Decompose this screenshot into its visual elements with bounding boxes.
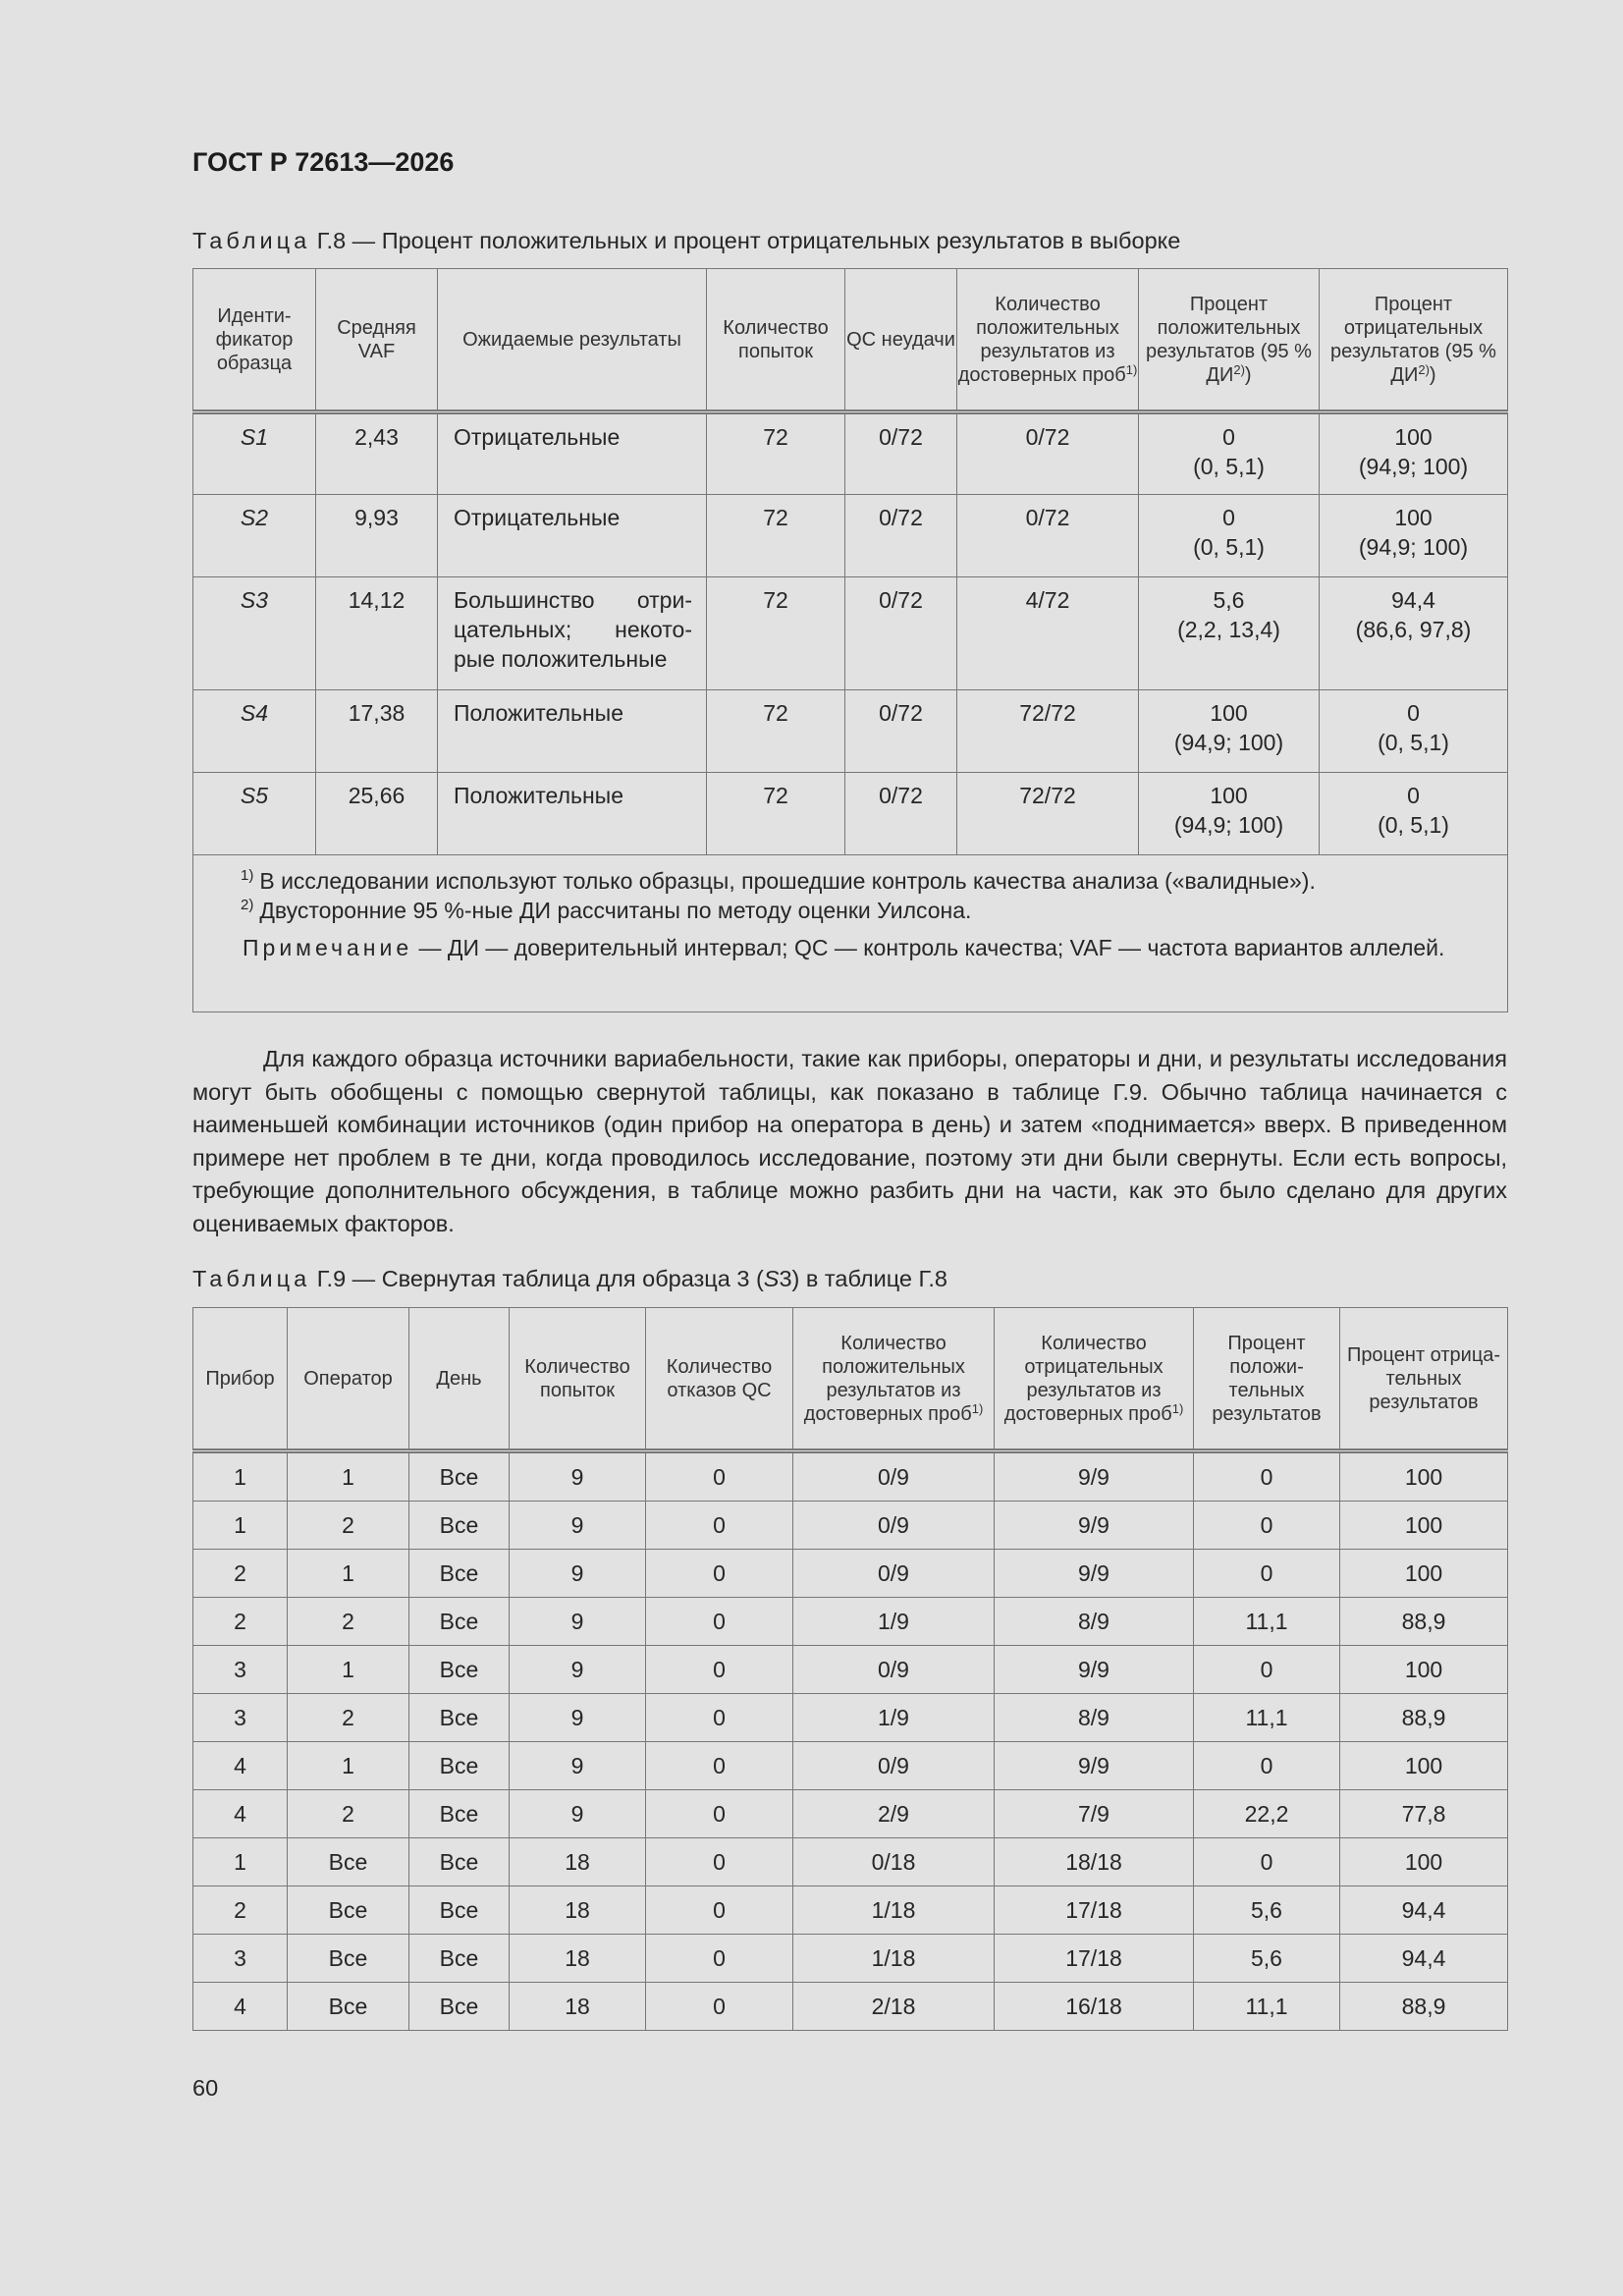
cell-vaf: 9,93 (316, 495, 438, 577)
cell-positive-pct: 11,1 (1194, 1694, 1340, 1742)
page-number: 60 (192, 2075, 219, 2101)
cell-day: Все (409, 1742, 510, 1790)
cell-qc-fail: 0 (646, 1502, 793, 1550)
pct-value: 94,4 (1391, 587, 1435, 613)
cell-qc: 0/72 (845, 690, 957, 773)
cell-qc-fail: 0 (646, 1790, 793, 1838)
ci-value: (0, 5,1) (1193, 534, 1265, 560)
cell-negative-pct: 100 (1340, 1838, 1508, 1886)
caption-word: Таблица (192, 228, 311, 253)
ci-value: (94,9; 100) (1358, 454, 1469, 479)
cell-qc-fail: 0 (646, 1886, 793, 1935)
cell-qc-fail: 0 (646, 1598, 793, 1646)
cell-id (193, 495, 316, 577)
col-header-day: День (409, 1308, 510, 1451)
cell-negative: 9/9 (995, 1502, 1194, 1550)
footnotes (193, 855, 1508, 1012)
cell-expected: Положительные (438, 773, 707, 855)
table-row (193, 1742, 1508, 1790)
cell-id (193, 690, 316, 773)
cell-expected: Отрицательные (438, 495, 707, 577)
cell-attempts: 9 (510, 1790, 646, 1838)
cell-positive-pct (1139, 495, 1320, 577)
pct-value: 0 (1222, 505, 1235, 530)
table-row (193, 1598, 1508, 1646)
cell-negative-pct: 88,9 (1340, 1694, 1508, 1742)
cell-negative-pct (1320, 577, 1508, 690)
table-row (193, 1694, 1508, 1742)
sample-id: S2 (240, 505, 269, 530)
cell-negative: 17/18 (995, 1935, 1194, 1983)
cell-operator: 1 (288, 1742, 409, 1790)
cell-negative: 8/9 (995, 1694, 1194, 1742)
col-header-positive-count: Количество положительных результатов из достоверных проб$^{1)}$ (793, 1308, 995, 1451)
cell-positive-pct: 0 (1194, 1550, 1340, 1598)
cell-qc-fail: 0 (646, 1983, 793, 2031)
table-row (193, 1935, 1508, 1983)
pct-value: 0 (1407, 700, 1420, 726)
ci-value: (94,9; 100) (1358, 534, 1469, 560)
cell-device: 4 (193, 1742, 288, 1790)
cell-positive-pct: 0 (1194, 1646, 1340, 1694)
table-row (193, 690, 1508, 773)
cell-negative: 9/9 (995, 1550, 1194, 1598)
cell-positive: 2/9 (793, 1790, 995, 1838)
cell-positive: 0/9 (793, 1502, 995, 1550)
ci-value: (94,9; 100) (1173, 812, 1284, 838)
cell-positive: 0/9 (793, 1742, 995, 1790)
cell-positive-pct: 5,6 (1194, 1886, 1340, 1935)
cell-operator: Все (288, 1886, 409, 1935)
cell-attempts: 9 (510, 1550, 646, 1598)
cell-positive-pct (1139, 577, 1320, 690)
cell-negative-pct: 100 (1340, 1646, 1508, 1694)
cell-id (193, 773, 316, 855)
cell-day: Все (409, 1502, 510, 1550)
cell-negative-pct: 100 (1340, 1742, 1508, 1790)
cell-negative: 8/9 (995, 1598, 1194, 1646)
cell-positive: 72/72 (957, 690, 1139, 773)
cell-negative: 16/18 (995, 1983, 1194, 2031)
table-row (193, 577, 1508, 690)
cell-attempts: 9 (510, 1451, 646, 1502)
cell-attempts: 9 (510, 1742, 646, 1790)
cell-operator: 2 (288, 1598, 409, 1646)
cell-positive-pct: 5,6 (1194, 1935, 1340, 1983)
caption-text-end: 3) в таблице Г.8 (779, 1266, 947, 1291)
cell-negative-pct (1320, 690, 1508, 773)
cell-device: 4 (193, 1983, 288, 2031)
cell-positive: 0/9 (793, 1451, 995, 1502)
table-row (193, 1790, 1508, 1838)
footnote-row (193, 855, 1508, 1012)
caption-text: Г.9 — Свернутая таблица для образца 3 ( (316, 1266, 764, 1291)
cell-day: Все (409, 1451, 510, 1502)
header-text: Количество положительных результатов из достоверных проб (803, 1332, 972, 1425)
cell-negative-pct: 88,9 (1340, 1598, 1508, 1646)
cell-qc-fail: 0 (646, 1646, 793, 1694)
cell-device: 2 (193, 1886, 288, 1935)
col-header-attempts: Количество попыток (707, 269, 845, 412)
cell-operator: 1 (288, 1550, 409, 1598)
cell-qc-fail: 0 (646, 1694, 793, 1742)
cell-day: Все (409, 1983, 510, 2031)
header-text: Количество положительных результатов из достоверных проб (957, 293, 1126, 386)
cell-operator: 2 (288, 1790, 409, 1838)
cell-positive: 0/72 (957, 412, 1139, 495)
col-header-qc: QC неудачи (845, 269, 957, 412)
cell-day: Все (409, 1550, 510, 1598)
col-header-negative-pct: Процент отрицательных результатов (95 % ДИ$^{2)}$) (1320, 269, 1508, 412)
cell-positive-pct: 11,1 (1194, 1983, 1340, 2031)
cell-device: 4 (193, 1790, 288, 1838)
caption-word: Таблица (192, 1266, 311, 1291)
cell-positive: 1/18 (793, 1935, 995, 1983)
cell-attempts: 9 (510, 1646, 646, 1694)
table-g8 (192, 268, 1508, 1012)
ci-value: (2,2, 13,4) (1177, 617, 1280, 642)
cell-positive-pct: 0 (1194, 1838, 1340, 1886)
cell-device: 3 (193, 1935, 288, 1983)
footnote-text: В исследовании используют только образцы, прошедшие контроль качества анализа («валидные»). (259, 868, 1316, 894)
cell-negative: 17/18 (995, 1886, 1194, 1935)
cell-positive: 72/72 (957, 773, 1139, 855)
cell-qc: 0/72 (845, 577, 957, 690)
cell-day: Все (409, 1646, 510, 1694)
cell-expected: Большинство отри-цательных; некото-рые положительные (438, 577, 707, 690)
table-row (193, 1502, 1508, 1550)
table-row (193, 412, 1508, 495)
cell-operator: 1 (288, 1646, 409, 1694)
cell-device: 1 (193, 1502, 288, 1550)
cell-device: 2 (193, 1550, 288, 1598)
cell-device: 3 (193, 1646, 288, 1694)
cell-attempts: 72 (707, 773, 845, 855)
cell-id (193, 577, 316, 690)
cell-negative-pct (1320, 773, 1508, 855)
cell-qc-fail: 0 (646, 1550, 793, 1598)
body-paragraph: Для каждого образца источники вариабельности, такие как приборы, операторы и дни, и результаты исследования могут быть обобщены с помощью свернутой таблицы, как показано в таблице Г.9. Обычно таблица начинается с наименьшей комбинации источников (один прибор на оператора в день) и затем «поднимается» вверх. В приведенном примере нет проблем в те дни, когда проводилось исследование, поэтому эти дни были свернуты. Если есть вопросы, требующие дополнительного обсуждения, в таблице можно разбить дни на части, как это было сделано для других оцениваемых факторов. (192, 1046, 1507, 1236)
cell-positive-pct: 0 (1194, 1502, 1340, 1550)
table-header-row (193, 269, 1508, 412)
cell-negative-pct: 100 (1340, 1502, 1508, 1550)
sample-id: S4 (240, 700, 269, 726)
col-header-positive-pct: Процент положительных результатов (95 % ДИ$^{2)}$) (1139, 269, 1320, 412)
pct-value: 0 (1222, 424, 1235, 450)
table-row (193, 1550, 1508, 1598)
cell-positive-pct (1139, 773, 1320, 855)
cell-device: 2 (193, 1598, 288, 1646)
cell-positive: 1/9 (793, 1694, 995, 1742)
cell-day: Все (409, 1598, 510, 1646)
cell-negative-pct: 100 (1340, 1550, 1508, 1598)
table-row (193, 1886, 1508, 1935)
cell-vaf: 25,66 (316, 773, 438, 855)
ci-value: (0, 5,1) (1378, 812, 1449, 838)
table-row (193, 1451, 1508, 1502)
cell-positive-pct: 11,1 (1194, 1598, 1340, 1646)
cell-positive: 0/72 (957, 495, 1139, 577)
table-row (193, 495, 1508, 577)
cell-negative-pct: 94,4 (1340, 1935, 1508, 1983)
col-header-positive-pct: Процент положи-тельных результатов (1194, 1308, 1340, 1451)
cell-negative: 9/9 (995, 1742, 1194, 1790)
table-note (193, 933, 1507, 962)
ci-value: (94,9; 100) (1173, 730, 1284, 755)
table-g9-caption (192, 1266, 947, 1292)
cell-positive: 4/72 (957, 577, 1139, 690)
cell-negative-pct (1320, 412, 1508, 495)
cell-attempts: 18 (510, 1886, 646, 1935)
cell-negative: 9/9 (995, 1646, 1194, 1694)
ci-value: (86,6, 97,8) (1355, 617, 1472, 642)
footnote-1: $^{1)}$ В исследовании используют только образцы, прошедшие контроль качества анализа («валидные»). (241, 867, 1316, 894)
header-text: Процент положительных результатов (95 % ДИ (1146, 293, 1312, 386)
table-g9 (192, 1307, 1508, 2031)
cell-qc-fail: 0 (646, 1742, 793, 1790)
col-header-attempts: Количество попыток (510, 1308, 646, 1451)
cell-positive: 2/18 (793, 1983, 995, 2031)
sample-id: S1 (240, 424, 269, 450)
cell-operator: 1 (288, 1451, 409, 1502)
cell-attempts: 9 (510, 1598, 646, 1646)
table-header-row (193, 1308, 1508, 1451)
note-word: Примечание (243, 935, 413, 960)
cell-positive: 1/18 (793, 1886, 995, 1935)
table-row (193, 1646, 1508, 1694)
caption-italic-s: S (763, 1266, 780, 1291)
cell-qc: 0/72 (845, 412, 957, 495)
ci-value: (0, 5,1) (1193, 454, 1265, 479)
cell-day: Все (409, 1694, 510, 1742)
note-text: — ДИ — доверительный интервал; QC — контроль качества; VAF — частота вариантов аллелей. (412, 935, 1445, 960)
cell-operator: Все (288, 1935, 409, 1983)
cell-negative: 9/9 (995, 1451, 1194, 1502)
cell-device: 1 (193, 1838, 288, 1886)
pct-value: 0 (1407, 783, 1420, 808)
caption-text: Г.8 — Процент положительных и процент отрицательных результатов в выборке (316, 228, 1181, 253)
cell-negative-pct: 88,9 (1340, 1983, 1508, 2031)
cell-positive-pct: 0 (1194, 1451, 1340, 1502)
cell-day: Все (409, 1790, 510, 1838)
cell-negative-pct: 94,4 (1340, 1886, 1508, 1935)
cell-positive-pct (1139, 690, 1320, 773)
col-header-negative-count: Количество отрицательных результатов из достоверных проб$^{1)}$ (995, 1308, 1194, 1451)
cell-expected: Положительные (438, 690, 707, 773)
header-text: Количество отрицательных результатов из достоверных проб (1003, 1332, 1172, 1425)
cell-qc: 0/72 (845, 773, 957, 855)
footnote-2: $^{2)}$ Двусторонние 95 %-ные ДИ рассчитаны по методу оценки Уилсона. (241, 897, 972, 923)
col-header-vaf: Средняя VAF (316, 269, 438, 412)
col-header-positive-count: Количество положительных результатов из достоверных проб$^{1)}$ (957, 269, 1139, 412)
cell-day: Все (409, 1935, 510, 1983)
cell-negative-pct: 77,8 (1340, 1790, 1508, 1838)
pct-value: 100 (1210, 783, 1248, 808)
header-text: Процент отрицательных результатов (95 % ДИ (1330, 293, 1496, 386)
pct-value: 5,6 (1213, 587, 1245, 613)
sample-id: S3 (240, 587, 269, 613)
cell-attempts: 72 (707, 412, 845, 495)
cell-operator: Все (288, 1838, 409, 1886)
cell-attempts: 9 (510, 1502, 646, 1550)
col-header-negative-pct: Процент отрица-тельных результатов (1340, 1308, 1508, 1451)
cell-id (193, 412, 316, 495)
cell-vaf: 14,12 (316, 577, 438, 690)
cell-operator: Все (288, 1983, 409, 2031)
cell-negative-pct: 100 (1340, 1451, 1508, 1502)
col-header-operator: Оператор (288, 1308, 409, 1451)
cell-negative: 18/18 (995, 1838, 1194, 1886)
cell-qc-fail: 0 (646, 1451, 793, 1502)
cell-positive: 0/9 (793, 1646, 995, 1694)
cell-operator: 2 (288, 1502, 409, 1550)
cell-device: 1 (193, 1451, 288, 1502)
document-header: ГОСТ Р 72613—2026 (192, 147, 455, 177)
col-header-device: Прибор (193, 1308, 288, 1451)
cell-day: Все (409, 1838, 510, 1886)
footnote-text: Двусторонние 95 %-ные ДИ рассчитаны по методу оценки Уилсона. (259, 898, 972, 923)
cell-negative-pct (1320, 495, 1508, 577)
cell-operator: 2 (288, 1694, 409, 1742)
pct-value: 100 (1394, 424, 1433, 450)
table-row (193, 1838, 1508, 1886)
cell-attempts: 72 (707, 577, 845, 690)
pct-value: 100 (1394, 505, 1433, 530)
sample-id: S5 (240, 783, 269, 808)
table-g8-caption (192, 228, 1180, 254)
cell-attempts: 72 (707, 495, 845, 577)
cell-qc: 0/72 (845, 495, 957, 577)
cell-expected: Отрицательные (438, 412, 707, 495)
cell-positive: 0/9 (793, 1550, 995, 1598)
table-row (193, 1983, 1508, 2031)
cell-attempts: 72 (707, 690, 845, 773)
cell-qc-fail: 0 (646, 1935, 793, 1983)
cell-day: Все (409, 1886, 510, 1935)
cell-attempts: 18 (510, 1935, 646, 1983)
table-row (193, 773, 1508, 855)
cell-attempts: 9 (510, 1694, 646, 1742)
cell-qc-fail: 0 (646, 1838, 793, 1886)
cell-negative: 7/9 (995, 1790, 1194, 1838)
col-header-expected: Ожидаемые результаты (438, 269, 707, 412)
cell-positive: 1/9 (793, 1598, 995, 1646)
pct-value: 100 (1210, 700, 1248, 726)
ci-value: (0, 5,1) (1378, 730, 1449, 755)
cell-positive: 0/18 (793, 1838, 995, 1886)
cell-vaf: 17,38 (316, 690, 438, 773)
cell-attempts: 18 (510, 1838, 646, 1886)
cell-attempts: 18 (510, 1983, 646, 2031)
cell-positive-pct: 22,2 (1194, 1790, 1340, 1838)
cell-positive-pct (1139, 412, 1320, 495)
col-header-id: Иденти-фикатор образца (193, 269, 316, 412)
cell-vaf: 2,43 (316, 412, 438, 495)
col-header-qc-fail: Количество отказов QC (646, 1308, 793, 1451)
cell-positive-pct: 0 (1194, 1742, 1340, 1790)
table-g9-body (193, 1451, 1508, 2031)
cell-device: 3 (193, 1694, 288, 1742)
